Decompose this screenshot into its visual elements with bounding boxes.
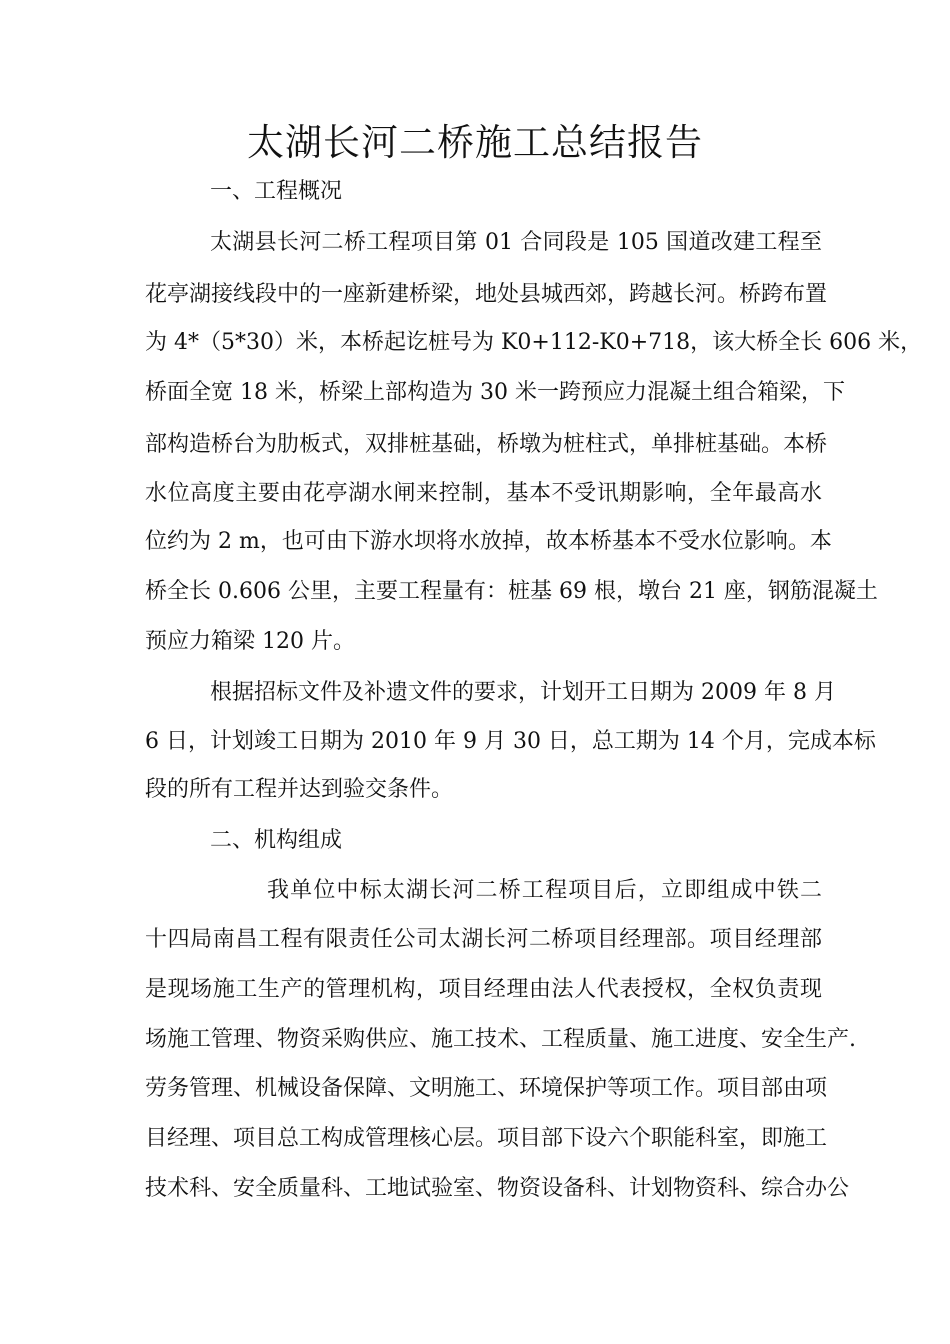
paragraph-line: 段的所有工程并达到验交条件。 [145,777,454,802]
paragraph-line: 目经理、项目总工构成管理核心层。项目部下设六个职能科室，即施工 [145,1126,828,1151]
paragraph-line: 为 4*（5*30）米，本桥起讫桩号为 K0+112-K0+718，该大桥全长 606 米， [145,330,923,355]
paragraph-line: 预应力箱梁 120 片。 [145,629,355,654]
paragraph-line: 桥面全宽 18 米，桥梁上部构造为 30 米一跨预应力混凝土组合箱梁，下 [145,380,845,405]
paragraph-line: 桥全长 0.606 公里，主要工程量有：桩基 69 根，墩台 21 座，钢筋混凝土 [145,579,878,604]
paragraph-line: 场施工管理、物资采购供应、施工技术、工程质量、施工进度、安全生产. [145,1027,856,1052]
paragraph-line: 十四局南昌工程有限责任公司太湖长河二桥项目经理部。项目经理部 [145,927,822,952]
section-heading-organization: 二、机构组成 [210,828,343,853]
page-title: 太湖长河二桥施工总结报告 [247,121,703,164]
paragraph-line: 劳务管理、机械设备保障、文明施工、环境保护等项工作。项目部由项 [145,1076,828,1101]
paragraph-line: 我单位中标太湖长河二桥工程项目后，立即组成中铁二 [267,878,822,903]
paragraph-line: 花亭湖接线段中的一座新建桥梁，地处县城西郊，跨越长河。桥跨布置 [145,282,828,307]
paragraph-line: 6 日，计划竣工日期为 2010 年 9 月 30 日，总工期为 14 个月，完成本标 [145,729,876,754]
paragraph-line: 是现场施工生产的管理机构，项目经理由法人代表授权，全权负责现 [145,977,822,1002]
paragraph-line: 太湖县长河二桥工程项目第 01 合同段是 105 国道改建工程至 [210,230,822,255]
paragraph-line: 部构造桥台为肋板式，双排桩基础，桥墩为桩柱式，单排桩基础。本桥 [145,432,828,457]
paragraph-line: 技术科、安全质量科、工地试验室、物资设备科、计划物资科、综合办公 [145,1176,850,1201]
paragraph-line: 水位高度主要由花亭湖水闸来控制，基本不受讯期影响，全年最高水 [145,481,822,506]
section-heading-overview: 一、工程概况 [210,179,343,204]
paragraph-line: 位约为 2 m，也可由下游水坝将水放掉，故本桥基本不受水位影响。本 [145,529,832,554]
paragraph-line: 根据招标文件及补遗文件的要求，计划开工日期为 2009 年 8 月 [210,680,836,705]
